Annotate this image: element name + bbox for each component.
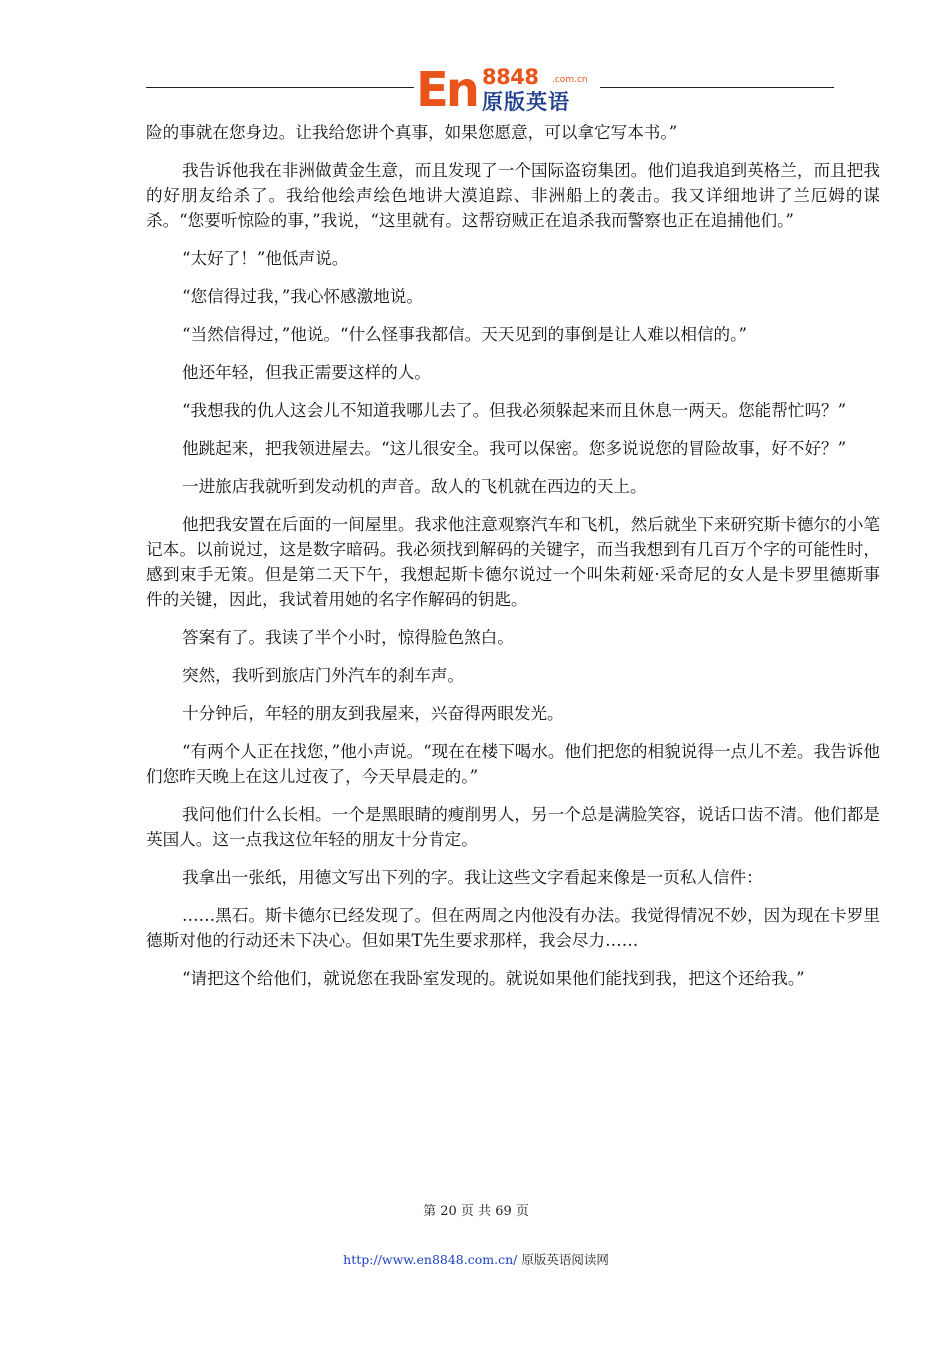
site-logo[interactable]	[416, 62, 602, 118]
logo-en-mark: En	[416, 62, 477, 118]
paragraph: 一进旅店我就听到发动机的声音。敌人的飞机就在西边的天上。	[182, 477, 647, 496]
paragraph: “您信得过我，”我心怀感激地说。	[182, 287, 423, 306]
article-body	[146, 120, 880, 1004]
paragraph: 十分钟后，年轻的朋友到我屋来，兴奋得两眼发光。	[182, 704, 564, 723]
logo-number: 8848	[482, 65, 539, 89]
paragraph: 他把我安置在后面的一间屋里。我求他注意观察汽车和飞机，然后就坐下来研究斯卡德尔的小笔记本。以前说过，这是数字暗码。我必须找到解码的关键字，而当我想到有几百万个字的可能性时，感到束手无策。但是第二天下午，我想起斯卡德尔说过一个叫朱莉娅·采奇尼的女人是卡罗里德斯事件的关键，因此，我试着用她的名字作解码的钥匙。	[146, 515, 880, 609]
header-rule-right	[600, 87, 834, 88]
paragraph: “有两个人正在找您，”他小声说。“现在在楼下喝水。他们把您的相貌说得一点儿不差。我告诉他们您昨天晚上在这儿过夜了，今天早晨走的。”	[146, 742, 880, 786]
paragraph: 他跳起来，把我领进屋去。“这儿很安全。我可以保密。您多说说您的冒险故事，好不好？”	[182, 439, 847, 458]
logo-domain: .com.cn	[552, 75, 588, 85]
paragraph: 我拿出一张纸，用德文写出下列的字。我让这些文字看起来像是一页私人信件：	[182, 868, 763, 887]
paragraph: ……黑石。斯卡德尔已经发现了。但在两周之内他没有办法。我觉得情况不妙，因为现在卡罗里德斯对他的行动还未下决心。但如果T先生要求那样，我会尽力……	[146, 906, 880, 950]
footer-url-link[interactable]: http://www.en8848.com.cn/	[343, 1252, 518, 1267]
paragraph: “请把这个给他们，就说您在我卧室发现的。就说如果他们能找到我，把这个还给我。”	[182, 969, 805, 988]
paragraph: “当然信得过，”他说。“什么怪事我都信。天天见到的事倒是让人难以相信的。”	[182, 325, 747, 344]
paragraph: 我告诉他我在非洲做黄金生意，而且发现了一个国际盗窃集团。他们追我追到英格兰，而且把我的好朋友给杀了。我给他绘声绘色地讲大漠追踪、非洲船上的袭击。我又详细地讲了兰厄姆的谋杀。“您要听惊险的事，”我说，“这里就有。这帮窃贼正在追杀我而警察也正在追捕他们。”	[146, 161, 880, 230]
paragraph: 突然，我听到旅店门外汽车的刹车声。	[182, 666, 465, 685]
page-number: 第 20 页 共 69 页	[423, 1204, 529, 1219]
footer-site-name: 原版英语阅读网	[517, 1252, 609, 1267]
paragraph: 答案有了。我读了半个小时，惊得脸色煞白。	[182, 628, 514, 647]
logo-chinese-name: 原版英语	[482, 90, 570, 114]
footer	[0, 1250, 952, 1268]
paragraph: 险的事就在您身边。让我给您讲个真事，如果您愿意，可以拿它写本书。”	[146, 123, 678, 142]
paragraph: “我想我的仇人这会儿不知道我哪儿去了。但我必须躲起来而且休息一两天。您能帮忙吗？”	[182, 401, 847, 420]
paragraph: 我问他们什么长相。一个是黑眼睛的瘦削男人，另一个总是满脸笑容，说话口齿不清。他们都是英国人。这一点我这位年轻的朋友十分肯定。	[146, 805, 880, 849]
paragraph: “太好了！”他低声说。	[182, 249, 349, 268]
paragraph: 他还年轻，但我正需要这样的人。	[182, 363, 431, 382]
header-rule-left	[146, 87, 414, 88]
